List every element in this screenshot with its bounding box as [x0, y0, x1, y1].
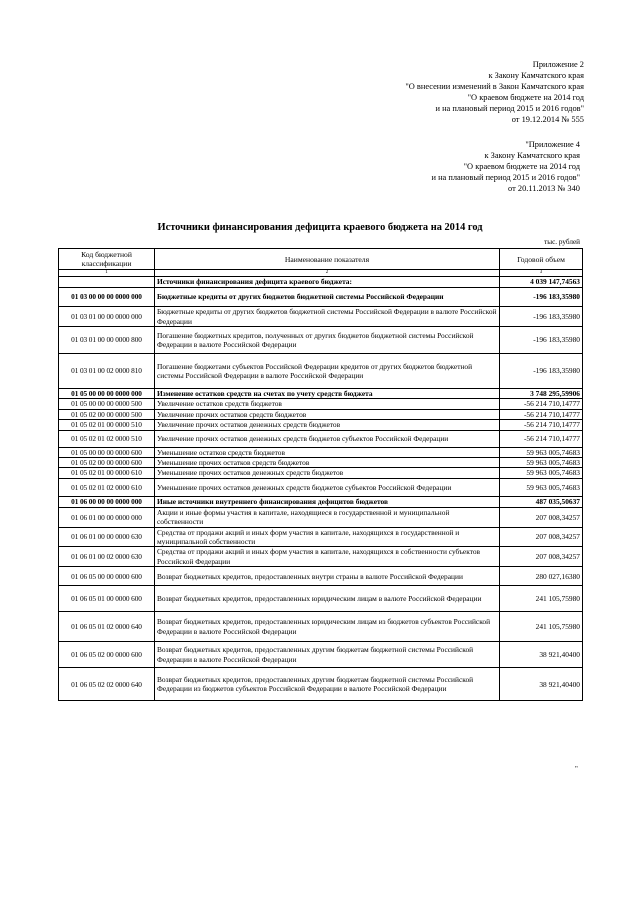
row-name: Источники финансирования дефицита краевого бюджета:	[155, 277, 500, 288]
table-row	[59, 478, 583, 496]
table-row	[59, 327, 583, 354]
row-name: Возврат бюджетных кредитов, предоставленных юридическим лицам из бюджетов субъектов Российской Федерации в валюте Российской Федерации	[155, 612, 500, 642]
row-code: 01 03 01 00 00 0000 000	[59, 307, 155, 327]
row-name: Бюджетные кредиты от других бюджетов бюджетной системы Российской Федерации в валюте Российской Федерации	[155, 307, 500, 327]
row-value: 207 008,34257	[500, 527, 583, 547]
row-value: -196 183,35980	[500, 288, 583, 307]
table-row	[59, 277, 583, 288]
row-name: Акции и иные формы участия в капитале, находящиеся в государственной и муниципальной собственности	[155, 507, 500, 527]
table-row	[59, 527, 583, 547]
row-name: Уменьшение прочих остатков средств бюджетов	[155, 458, 500, 468]
table-row	[59, 307, 583, 327]
row-name: Возврат бюджетных кредитов, предоставленных юридическим лицам в валюте Российской Федерации	[155, 586, 500, 612]
header-line: "О внесении изменений в Закон Камчатского края	[405, 82, 584, 92]
row-code: 01 06 00 00 00 0000 000	[59, 496, 155, 507]
row-code: 01 05 00 00 00 0000 000	[59, 389, 155, 399]
row-value: 38 921,40400	[500, 642, 583, 668]
row-name: Погашение бюджетных кредитов, полученных от других бюджетов бюджетной системы Российской Федерации в валюте Российской Федерации	[155, 327, 500, 354]
table-row	[59, 668, 583, 701]
units-label: тыс. рублей	[544, 238, 580, 246]
table-row	[59, 288, 583, 307]
row-name: Средства от продажи акций и иных форм участия в капитале, находящихся в собственности субъектов Российской Федерации	[155, 547, 500, 567]
column-number-row	[59, 270, 583, 277]
header-line: к Закону Камчатского края	[488, 71, 584, 81]
table-row	[59, 430, 583, 447]
table-row	[59, 612, 583, 642]
row-value: 3 748 295,59906	[500, 389, 583, 399]
row-value: 241 105,75980	[500, 612, 583, 642]
row-value: 59 963 005,74683	[500, 468, 583, 478]
table-row	[59, 354, 583, 389]
row-name: Уменьшение прочих остатков денежных средств бюджетов	[155, 468, 500, 478]
row-name: Возврат бюджетных кредитов, предоставленных внутри страны в валюте Российской Федерации	[155, 567, 500, 586]
table-row	[59, 567, 583, 586]
closing-quote: "	[575, 765, 578, 773]
table-row	[59, 547, 583, 567]
row-code: 01 05 02 01 00 0000 510	[59, 420, 155, 430]
row-name: Уменьшение остатков средств бюджетов	[155, 447, 500, 457]
column-header-value: Годовой объем	[500, 249, 583, 270]
header-line: Приложение 2	[532, 60, 584, 69]
column-number-1: 1	[59, 270, 155, 277]
row-value: 59 963 005,74683	[500, 458, 583, 468]
row-name: Увеличение прочих остатков денежных средств бюджетов субъектов Российской Федерации	[155, 430, 500, 447]
row-code: 01 05 02 01 02 0000 510	[59, 430, 155, 447]
row-code: 01 06 05 02 00 0000 600	[59, 642, 155, 668]
row-value: 4 039 147,74563	[500, 277, 583, 288]
header-line: "Приложение 4	[525, 140, 580, 149]
table-row	[59, 586, 583, 612]
table-body	[59, 249, 583, 701]
row-code: 01 06 05 02 02 0000 640	[59, 668, 155, 701]
financing-table	[58, 248, 583, 701]
row-code	[59, 277, 155, 288]
header-block-2	[432, 139, 581, 194]
header-line: "О краевом бюджете на 2014 год	[463, 162, 580, 172]
header-line: и на плановый период 2015 и 2016 годов"	[435, 104, 584, 114]
row-name: Средства от продажи акций и иных форм участия в капитале, находящихся в государственной и муниципальной собственности	[155, 527, 500, 547]
row-code: 01 06 05 00 00 0000 600	[59, 567, 155, 586]
row-code: 01 05 02 01 02 0000 610	[59, 478, 155, 496]
row-value: 207 008,34257	[500, 507, 583, 527]
row-value: -56 214 710,14777	[500, 409, 583, 419]
header-line: от 19.12.2014 № 555	[511, 115, 584, 125]
row-code: 01 06 01 00 00 0000 000	[59, 507, 155, 527]
row-code: 01 05 00 00 00 0000 500	[59, 399, 155, 409]
row-value: 38 921,40400	[500, 668, 583, 701]
row-value: 241 105,75980	[500, 586, 583, 612]
row-code: 01 06 05 01 00 0000 600	[59, 586, 155, 612]
row-value: -56 214 710,14777	[500, 430, 583, 447]
row-name: Погашение бюджетами субъектов Российской Федерации кредитов от других бюджетов бюджетной системы Российской Федерации в валюте Российской Федерации	[155, 354, 500, 389]
row-code: 01 05 02 01 00 0000 610	[59, 468, 155, 478]
table-row	[59, 496, 583, 507]
row-code: 01 03 01 00 02 0000 810	[59, 354, 155, 389]
row-name: Иные источники внутреннего финансирования дефицитов бюджетов	[155, 496, 500, 507]
row-name: Возврат бюджетных кредитов, предоставленных другим бюджетам бюджетной системы Российской Федерации в валюте Российской Федерации	[155, 642, 500, 668]
row-value: 59 963 005,74683	[500, 478, 583, 496]
document-title: Источники финансирования дефицита краевого бюджета на 2014 год	[157, 222, 483, 233]
table-row	[59, 420, 583, 430]
row-code: 01 05 02 00 00 0000 600	[59, 458, 155, 468]
row-value: -56 214 710,14777	[500, 399, 583, 409]
table-header-row	[59, 249, 583, 270]
table-row	[59, 447, 583, 457]
row-value: -196 183,35980	[500, 354, 583, 389]
table-row	[59, 468, 583, 478]
header-block-1	[405, 59, 584, 126]
column-header-code: Код бюджетной классификации	[59, 249, 155, 270]
table-row	[59, 642, 583, 668]
row-name: Изменение остатков средств на счетах по учету средств бюджета	[155, 389, 500, 399]
row-code: 01 06 01 00 02 0000 630	[59, 547, 155, 567]
row-value: 280 027,16380	[500, 567, 583, 586]
row-name: Увеличение остатков средств бюджетов	[155, 399, 500, 409]
row-value: 59 963 005,74683	[500, 447, 583, 457]
row-value: -196 183,35980	[500, 327, 583, 354]
row-name: Увеличение прочих остатков денежных средств бюджетов	[155, 420, 500, 430]
row-code: 01 03 00 00 00 0000 000	[59, 288, 155, 307]
header-line: "О краевом бюджете на 2014 год	[467, 93, 584, 103]
row-code: 01 05 00 00 00 0000 600	[59, 447, 155, 457]
column-header-name: Наименование показателя	[155, 249, 500, 270]
row-value: -196 183,35980	[500, 307, 583, 327]
row-name: Возврат бюджетных кредитов, предоставленных другим бюджетам бюджетной системы Российской Федерации из бюджетов субъектов Российской Федерации в валюте Российской Федерации	[155, 668, 500, 701]
column-number-2: 2	[155, 270, 500, 277]
header-line: от 20.11.2013 № 340	[508, 184, 580, 194]
table-row	[59, 409, 583, 419]
column-number-3: 3	[500, 270, 583, 277]
row-code: 01 06 01 00 00 0000 630	[59, 527, 155, 547]
row-name: Бюджетные кредиты от других бюджетов бюджетной системы Российской Федерации	[155, 288, 500, 307]
table-row	[59, 389, 583, 399]
row-value: -56 214 710,14777	[500, 420, 583, 430]
row-name: Увеличение прочих остатков средств бюджетов	[155, 409, 500, 419]
row-name: Уменьшение прочих остатков денежных средств бюджетов субъектов Российской Федерации	[155, 478, 500, 496]
table-row	[59, 458, 583, 468]
row-code: 01 06 05 01 02 0000 640	[59, 612, 155, 642]
header-line: к Закону Камчатского края	[484, 151, 580, 161]
row-value: 487 035,50637	[500, 496, 583, 507]
table-row	[59, 399, 583, 409]
row-code: 01 05 02 00 00 0000 500	[59, 409, 155, 419]
table-row	[59, 507, 583, 527]
row-code: 01 03 01 00 00 0000 800	[59, 327, 155, 354]
header-line: и на плановый период 2015 и 2016 годов"	[431, 173, 580, 183]
row-value: 207 008,34257	[500, 547, 583, 567]
